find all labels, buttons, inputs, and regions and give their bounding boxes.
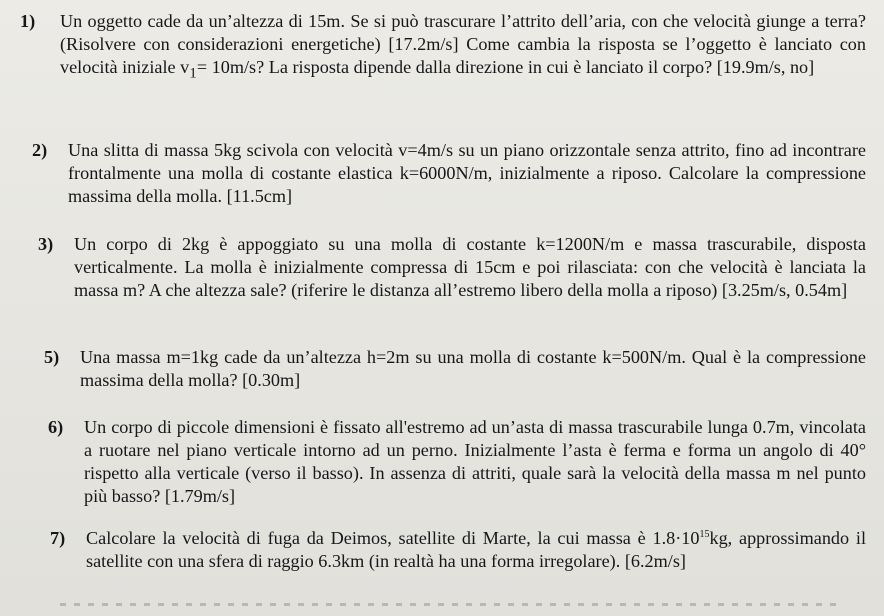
problem-number: 1): [20, 11, 36, 31]
problem-3: [38, 233, 866, 302]
mass-exponent: 15: [699, 528, 710, 540]
problem-2: [32, 139, 866, 208]
problem-5: [44, 346, 866, 392]
cut-off-next-line: [60, 603, 844, 606]
problem-text: Un corpo di piccole dimensioni è fissato all'estremo ad un’asta di massa trascurabile lunga 0.7m, vincolata a ruotare nel piano verticale intorno ad un perno. Inizialmente l’asta è ferma e forma un angolo di 40° rispetto alla verticale (verso il basso). In assenza di attriti, quale sarà la velocità della massa m nel punto più basso? [1.79m/s]: [84, 417, 866, 506]
problem-number: 6): [48, 417, 64, 437]
problem-text-continued: = 10m/s? La risposta dipende dalla direzione in cui è lanciato il corpo? [19.9m/s, no]: [196, 57, 815, 77]
problem-number: 2): [32, 140, 48, 160]
problem-number: 5): [44, 347, 60, 367]
problem-number: 3): [38, 234, 54, 254]
problem-number: 7): [50, 528, 66, 548]
velocity-subscript: 1: [189, 64, 197, 82]
problem-text: Un corpo di 2kg è appoggiato su una molla di costante k=1200N/m e massa trascurabile, disposta verticalmente. La molla è inizialmente compressa di 15cm e poi rilasciata: con che velocità è lanciata la massa m? A che altezza sale? (riferire le distanza all’estremo libero della molla a riposo) [3.25m/s, 0.54m]: [74, 234, 866, 300]
problem-text-continued: kg, approssimando il satellite con una sfera di raggio 6.3km (in realtà ha una forma irregolare). [6.2m/s]: [86, 528, 866, 571]
problem-text-main: Un oggetto cade da un’altezza di 15m. Se si può trascurare l’attrito dell’aria, con che velocità giunge a terra? (Risolvere con considerazioni energetiche) [17.2m/s] Come cambia la risposta se l’oggetto è lanciato con velocità iniziale v: [60, 11, 866, 77]
problem-text: [86, 527, 866, 573]
problem-text: Una slitta di massa 5kg scivola con velocità v=4m/s su un piano orizzontale senza attrito, fino ad incontrare frontalmente una molla di costante elastica k=6000N/m, inizialmente a riposo. Calcolare la compressione massima della molla. [11.5cm]: [68, 140, 866, 206]
problem-text: [60, 10, 866, 82]
problem-text-main: Calcolare la velocità di fuga da Deimos, satellite di Marte, la cui massa è 1.8·10: [86, 528, 700, 548]
problem-7: [50, 527, 866, 573]
problem-text: Una massa m=1kg cade da un’altezza h=2m su una molla di costante k=500N/m. Qual è la compressione massima della molla? [0.30m]: [80, 347, 866, 390]
problem-6: [48, 416, 866, 508]
problem-1: [20, 10, 866, 82]
